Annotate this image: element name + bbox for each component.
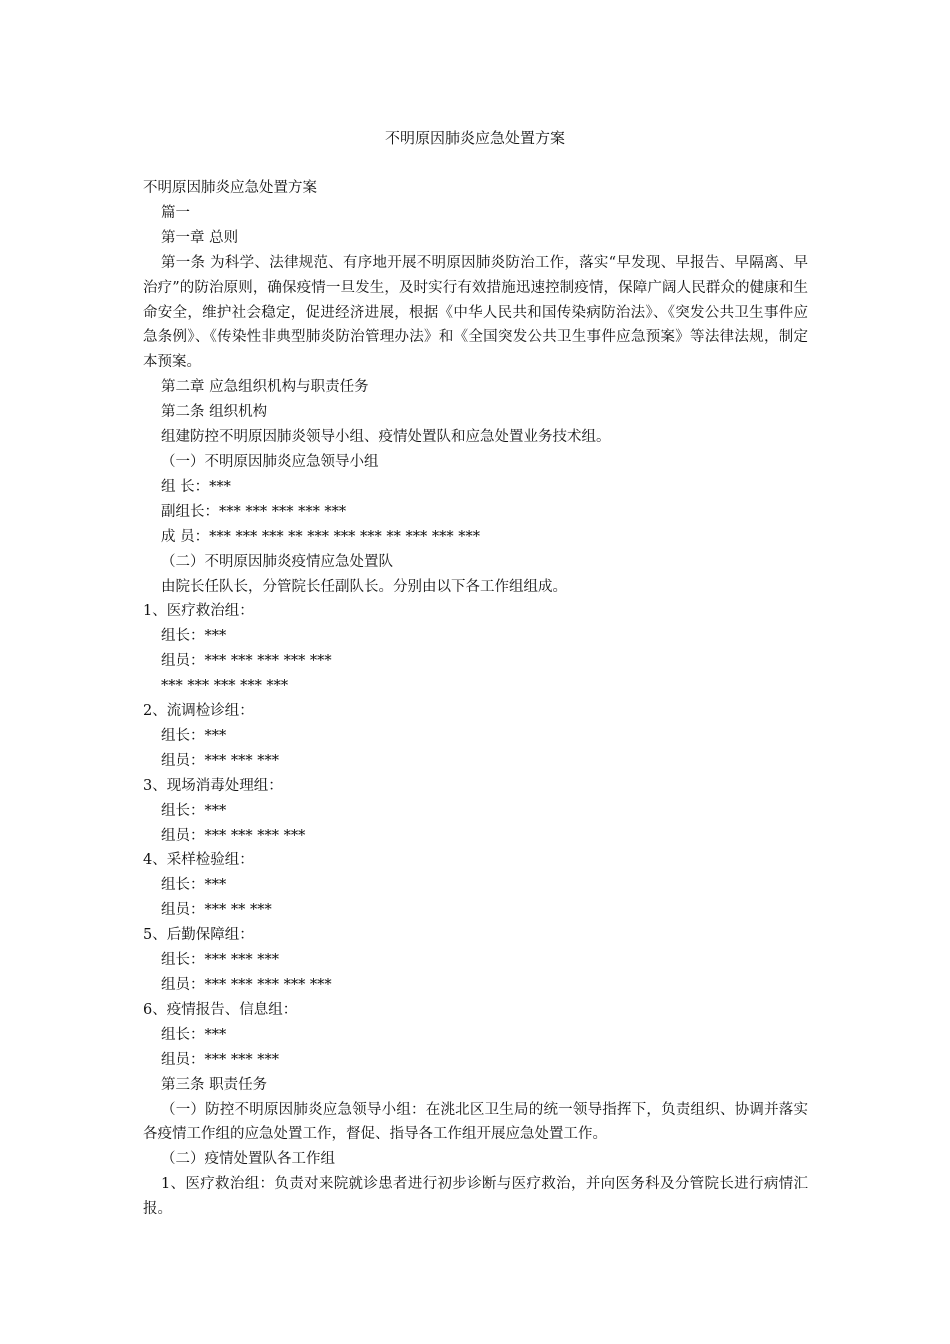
document-line: 组员：*** *** *** [161, 1051, 279, 1068]
document-line: （二）疫情处置队各工作组 [161, 1151, 335, 1168]
document-line: 组 长：*** [161, 478, 231, 495]
document-line: 组员：*** *** *** [161, 752, 279, 769]
document-line: 1、医疗救治组：负责对来院就诊患者进行初步诊断与医疗救治，并向医务科及分管院长进行病情汇报。 [143, 1176, 808, 1218]
document-line: 第二章 应急组织机构与职责任务 [161, 379, 369, 396]
document-line: 组长：*** [161, 877, 227, 894]
document-line: 第一章 总则 [161, 229, 239, 246]
document-line: 组员：*** *** *** *** *** [161, 977, 332, 993]
document-line: （二）不明原因肺炎疫情应急处置队 [161, 553, 393, 570]
document-line: 组员：*** ** *** [161, 902, 272, 919]
document-line: 组长：*** [161, 727, 227, 744]
document-line: 2、流调检诊组： [143, 703, 254, 720]
document-line: 3、现场消毒处理组： [143, 777, 283, 794]
document-line: 5、后勤保障组： [143, 927, 254, 944]
document-line: 组长：*** [161, 802, 227, 819]
document-line: 第三条 职责任务 [161, 1076, 268, 1093]
document-line: 1、医疗救治组： [143, 603, 254, 620]
document-title: 不明原因肺炎应急处置方案 [384, 129, 565, 147]
document-line: 组长：*** [161, 1026, 227, 1043]
document-line: 组员：*** *** *** *** *** [161, 653, 332, 670]
document-line: 第一条 为科学、法律规范、有序地开展不明原因肺炎防治工作，落实“早发现、早报告、早隔离、早治疗”的防治原则，确保疫情一旦发生，及时实行有效措施迅速控制疫情，保障广阔人民群众的健康和生命安全，维护社会稳定，促进经济进展，根据《中华人民共和国传染病防治法》、《突发公共卫生事件应急条例》、《传染性非典型肺炎防治管理办法》和《全国突发公共卫生事件应急预案》等法律法规，制定本预案。 [143, 254, 808, 371]
document-line: 由院长任队长，分管院长任副队长。分别由以下各工作组组成。 [161, 578, 567, 595]
document-line: 成 员：*** *** *** ** *** *** *** ** *** *** *** [161, 528, 480, 545]
document-line: 不明原因肺炎应急处置方案 [143, 180, 317, 196]
document-body [143, 176, 808, 1222]
document-line: 组建防控不明原因肺炎领导小组、疫情处置队和应急处置业务技术组。 [161, 429, 611, 446]
document-line: 组长：*** *** *** [161, 952, 279, 969]
document-line: 第二条 组织机构 [161, 404, 268, 421]
document-line: （一）不明原因肺炎应急领导小组 [161, 453, 379, 470]
document-line: 4、采样检验组： [143, 852, 254, 869]
document-line: *** *** *** *** *** [161, 678, 289, 695]
document-line: 6、疫情报告、信息组： [143, 1001, 298, 1018]
document-line: 副组长：*** *** *** *** *** [161, 503, 347, 520]
document-line: 组长：*** [161, 628, 227, 645]
document-line: 篇一 [161, 204, 190, 221]
document-line: 组员：*** *** *** *** [161, 827, 306, 844]
document-line: （一）防控不明原因肺炎应急领导小组：在洮北区卫生局的统一领导指挥下，负责组织、协调并落实各疫情工作组的应急处置工作，督促、指导各工作组开展应急处置工作。 [143, 1101, 808, 1143]
